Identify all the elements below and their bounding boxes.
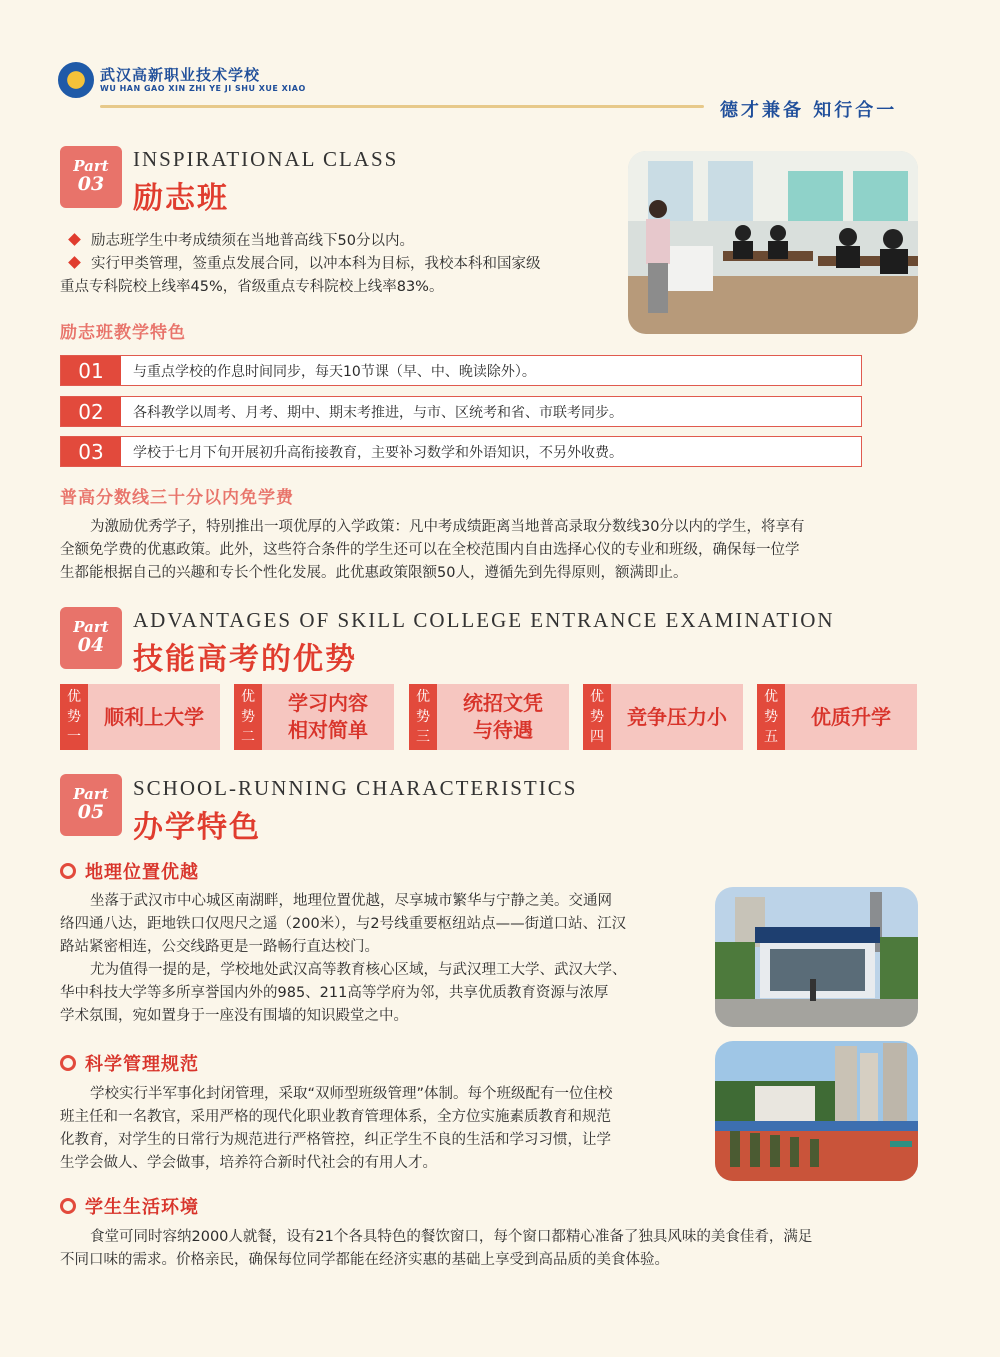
- advantage-card: [234, 684, 394, 750]
- metro-station-illustration: [715, 887, 918, 1027]
- header-divider: [100, 105, 704, 108]
- advantage-tag: 优 势 三: [409, 684, 437, 750]
- paragraph-line: 学术氛围，宛如置身于一座没有围墙的知识殿堂之中。: [60, 1008, 408, 1024]
- circle-bullet-icon: [60, 863, 76, 879]
- feature-number: 02: [61, 397, 121, 426]
- advantage-text: 顺利上大学: [104, 704, 204, 729]
- part-05-title-cn: 办学特色: [133, 810, 261, 845]
- advantage-card: [409, 684, 569, 750]
- advantage-tag: 优 势 一: [60, 684, 88, 750]
- free-tuition-paragraph: [60, 516, 925, 585]
- paragraph-line: 食堂可同时容纳2000人就餐，设有21个各具特色的餐饮窗口，每个窗口都精心准备了独具风味的美食佳肴，满足: [90, 1229, 813, 1245]
- classroom-photo: [628, 151, 918, 334]
- advantage-text: 学习内容 相对简单: [288, 691, 368, 742]
- part-number: 05: [77, 800, 105, 823]
- circle-bullet-icon: [60, 1055, 76, 1071]
- part-04-title-en: ADVANTAGES OF SKILL COLLEGE ENTRANCE EXAMINATION: [133, 608, 835, 632]
- advantage-card: [757, 684, 917, 750]
- paragraph-line: 坐落于武汉市中心城区南湖畔，地理位置优越，尽享城市繁华与宁静之美。交通网: [90, 893, 612, 909]
- part-03-title-en: INSPIRATIONAL CLASS: [133, 147, 399, 171]
- life-title: 学生生活环境: [60, 1193, 199, 1219]
- location-title: 地理位置优越: [60, 858, 199, 884]
- part-03-badge: [60, 146, 122, 208]
- paragraph-line: 学校实行半军事化封闭管理，采取“双师型班级管理”体制。每个班级配有一位住校: [90, 1086, 613, 1102]
- part-05-badge: [60, 774, 122, 836]
- feature-number: 01: [61, 356, 121, 385]
- advantage-text: 优质升学: [811, 704, 891, 729]
- bullet-list: [60, 230, 620, 299]
- parade-illustration: [715, 1041, 918, 1181]
- bullet-item-continued: 重点专科院校上线率45%，省级重点专科院校上线率83%。: [60, 279, 444, 295]
- school-motto: 德才兼备 知行合一: [720, 100, 898, 121]
- free-tuition-title: 普高分数线三十分以内免学费: [60, 488, 294, 508]
- school-pinyin: WU HAN GAO XIN ZHI YE JI SHU XUE XIAO: [100, 84, 306, 93]
- location-paragraph: [60, 890, 700, 1028]
- advantage-text: 竞争压力小: [627, 704, 727, 729]
- circle-bullet-icon: [60, 1198, 76, 1214]
- part-word: Part: [73, 157, 109, 176]
- paragraph-line: 生学会做人、学会做事，培养符合新时代社会的有用人才。: [60, 1155, 437, 1171]
- paragraph-line: 班主任和一名教官，采用严格的现代化职业教育管理体系，全方位实施素质教育和规范: [60, 1109, 611, 1125]
- part-03-title-cn: 励志班: [133, 181, 229, 216]
- school-name: 武汉高新职业技术学校: [100, 66, 261, 84]
- paragraph-line: 尤为值得一提的是，学校地处武汉高等教育核心区域，与武汉理工大学、武汉大学、: [90, 962, 627, 978]
- part-05-title-en: SCHOOL-RUNNING CHARACTERISTICS: [133, 776, 578, 800]
- paragraph-line: 路站紧密相连，公交线路更是一路畅行直达校门。: [60, 939, 379, 955]
- parade-photo: [715, 1041, 918, 1181]
- feature-text: 与重点学校的作息时间同步，每天10节课（早、中、晚读除外）。: [133, 363, 536, 380]
- diamond-bullet-icon: [68, 233, 81, 246]
- feature-row: [60, 355, 862, 386]
- feature-number: 03: [61, 437, 121, 466]
- life-paragraph: [60, 1226, 925, 1272]
- metro-station-photo: [715, 887, 918, 1027]
- part-04-badge: [60, 607, 122, 669]
- feature-row: [60, 436, 862, 467]
- part-number: 03: [77, 172, 105, 195]
- management-paragraph: [60, 1083, 700, 1175]
- paragraph-line: 络四通八达，距地铁口仅咫尺之遥（200米），与2号线重要枢纽站点——街道口站、江汉: [60, 916, 627, 932]
- part-word: Part: [73, 785, 109, 804]
- advantage-tag: 优 势 四: [583, 684, 611, 750]
- part-04-title-cn: 技能高考的优势: [133, 642, 357, 677]
- bullet-item: 励志班学生中考成绩须在当地普高线下50分以内。: [60, 230, 620, 253]
- advantage-card: [583, 684, 743, 750]
- paragraph-line: 为激励优秀学子，特别推出一项优厚的入学政策：凡中考成绩距离当地普高录取分数线30分以内的学生，将享有: [90, 519, 805, 535]
- features-title: 励志班教学特色: [60, 323, 186, 343]
- feature-text: 各科教学以周考、月考、期中、期末考推进，与市、区统考和省、市联考同步。: [133, 404, 623, 421]
- feature-row: [60, 396, 862, 427]
- paragraph-line: 生都能根据自己的兴趣和专长个性化发展。此优惠政策限额50人，遵循先到先得原则，额满即止。: [60, 565, 688, 581]
- paragraph-line: 华中科技大学等多所享誉国内外的985、211高等学府为邻，共享优质教育资源与浓厚: [60, 985, 609, 1001]
- part-word: Part: [73, 618, 109, 637]
- paragraph-line: 不同口味的需求。价格亲民，确保每位同学都能在经济实惠的基础上享受到高品质的美食体验。: [60, 1252, 669, 1268]
- advantage-text: 统招文凭 与待遇: [463, 691, 543, 742]
- advantage-tag: 优 势 二: [234, 684, 262, 750]
- school-logo: [58, 62, 94, 98]
- paragraph-line: 全额免学费的优惠政策。此外，这些符合条件的学生还可以在全校范围内自由选择心仪的专业和班级，确保每一位学: [60, 542, 800, 558]
- advantage-card: [60, 684, 220, 750]
- management-title: 科学管理规范: [60, 1050, 199, 1076]
- diamond-bullet-icon: [68, 256, 81, 269]
- feature-text: 学校于七月下旬开展初升高衔接教育，主要补习数学和外语知识，不另外收费。: [133, 444, 623, 461]
- part-number: 04: [77, 633, 105, 656]
- paragraph-line: 化教育，对学生的日常行为规范进行严格管控，纠正学生不良的生活和学习习惯，让学: [60, 1132, 611, 1148]
- classroom-illustration: [628, 151, 918, 334]
- bullet-item: 实行甲类管理，签重点发展合同，以冲本科为目标，我校本科和国家级: [60, 253, 620, 276]
- advantage-tag: 优 势 五: [757, 684, 785, 750]
